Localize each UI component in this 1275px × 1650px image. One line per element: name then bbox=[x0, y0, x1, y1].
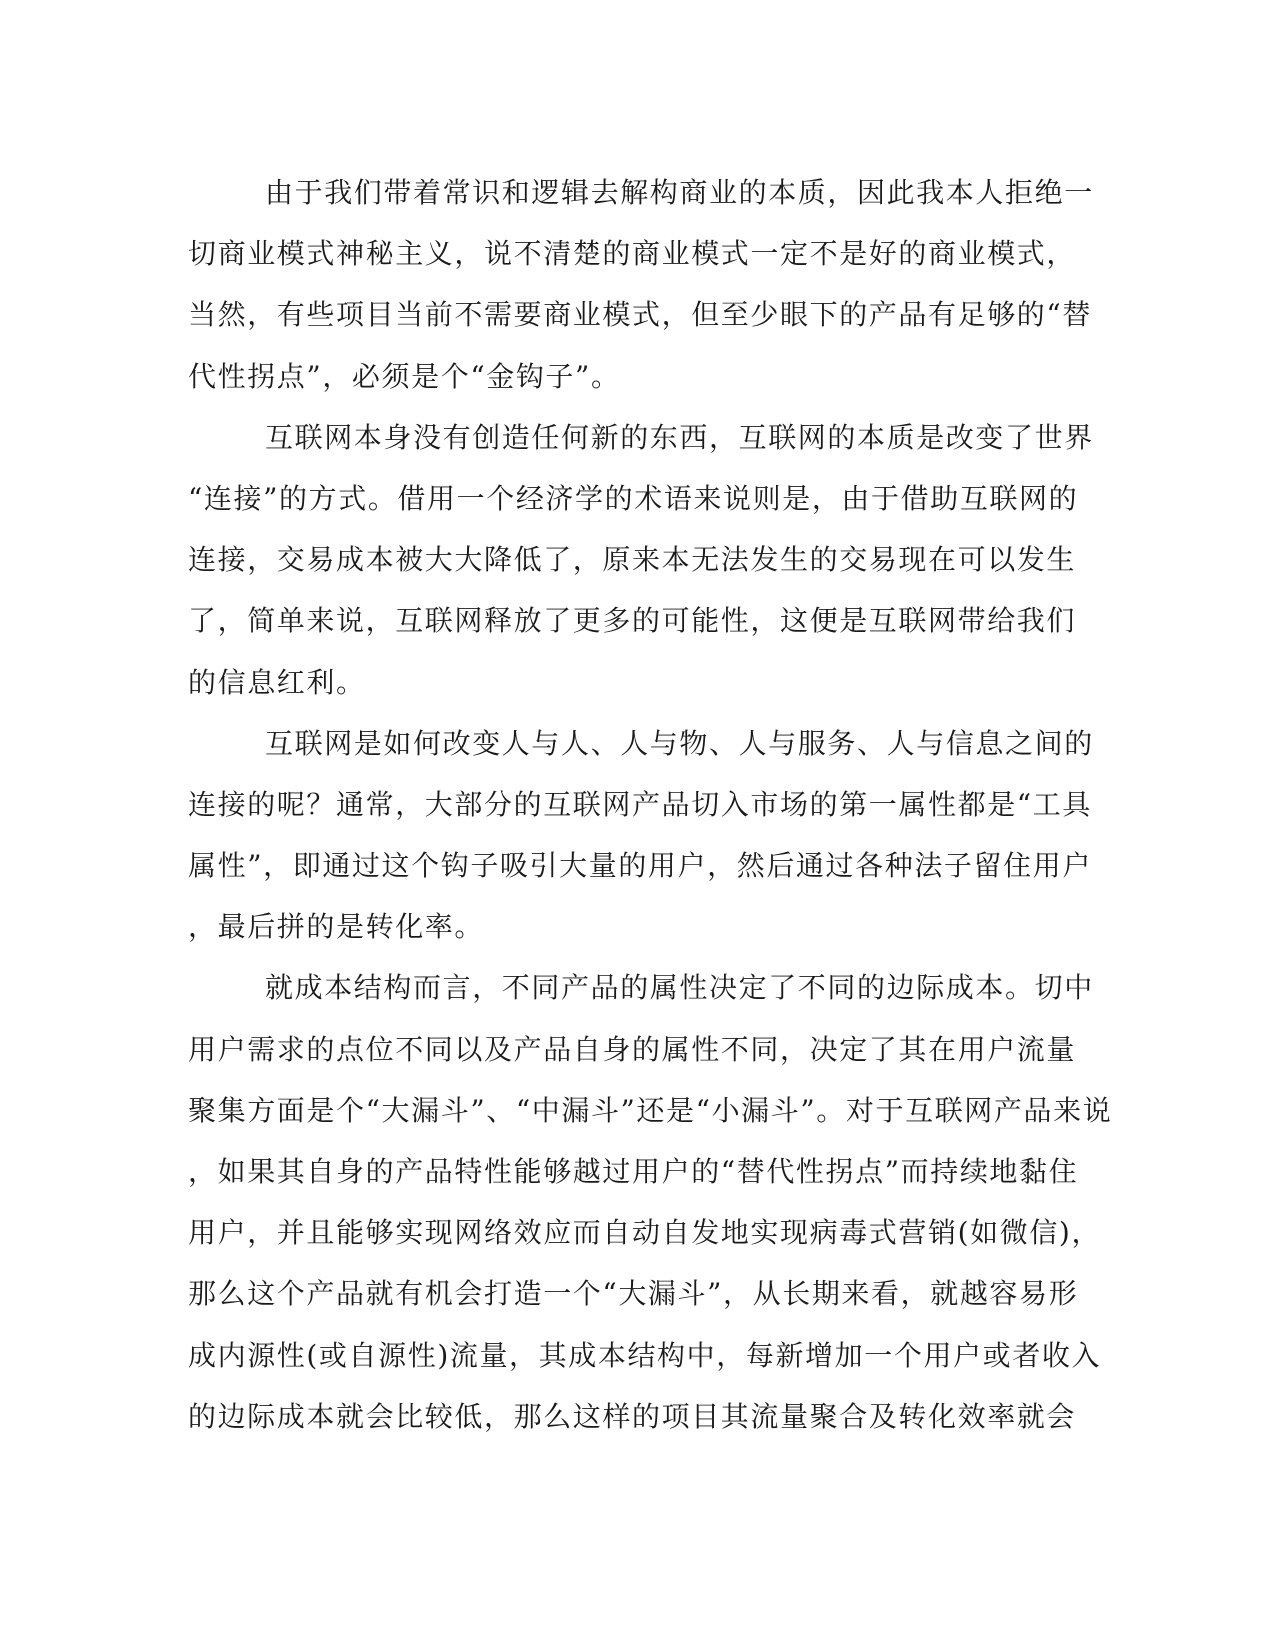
paragraph-line: 了，简单来说，互联网释放了更多的可能性，这便是互联网带给我们 bbox=[188, 604, 1077, 638]
paragraph-line: 聚集方面是个“大漏斗”、“中漏斗”还是“小漏斗”。对于互联网产品来说 bbox=[188, 1093, 1113, 1127]
paragraph-line: 由于我们带着常识和逻辑去解构商业的本质，因此我本人拒绝一 bbox=[265, 176, 1094, 209]
paragraph-line: ，如果其自身的产品特性能够越过用户的“替代性拐点”而持续地黏住 bbox=[188, 1155, 1079, 1188]
paragraph bbox=[188, 957, 1113, 1447]
paragraph-line: 当然，有些项目当前不需要商业模式，但至少眼下的产品有足够的“替 bbox=[188, 298, 1092, 332]
paragraph-line: 连接，交易成本被大大降低了，原来本无法发生的交易现在可以发生 bbox=[188, 543, 1077, 577]
paragraph-line: 切商业模式神秘主义，说不清楚的商业模式一定不是好的商业模式， bbox=[188, 237, 1077, 271]
paragraph-line: 连接的呢？通常，大部分的互联网产品切入市场的第一属性都是“工具 bbox=[188, 787, 1092, 821]
paragraph bbox=[188, 162, 1094, 407]
paragraph-line: “连接”的方式。借用一个经济学的术语来说则是，由于借助互联网的 bbox=[188, 481, 1079, 515]
paragraph-line: 互联网本身没有创造任何新的东西，互联网的本质是改变了世界 bbox=[265, 420, 1094, 454]
paragraph bbox=[188, 713, 1094, 958]
paragraph-line: 属性”，即通过这个钩子吸引大量的用户，然后通过各种法子留住用户 bbox=[188, 849, 1092, 883]
paragraph-line: 互联网是如何改变人与人、人与物、人与服务、人与信息之间的 bbox=[265, 726, 1094, 760]
paragraph-line: 就成本结构而言，不同产品的属性决定了不同的边际成本。切中 bbox=[265, 971, 1094, 1005]
paragraph-line: 那么这个产品就有机会打造一个“大漏斗”，从长期来看，就越容易形 bbox=[188, 1277, 1079, 1311]
paragraph-line: 用户需求的点位不同以及产品自身的属性不同，决定了其在用户流量 bbox=[188, 1032, 1077, 1066]
paragraph-line: 用户，并且能够实现网络效应而自动自发地实现病毒式营销(如微信)， bbox=[188, 1216, 1102, 1250]
paragraph-line: 的边际成本就会比较低，那么这样的项目其流量聚合及转化效率就会 bbox=[188, 1399, 1077, 1433]
paragraph-line: ，最后拼的是转化率。 bbox=[188, 910, 485, 944]
paragraph-line: 的信息红利。 bbox=[188, 665, 366, 699]
paragraph-line: 代性拐点”，必须是个“金钩子”。 bbox=[188, 359, 621, 393]
body-text bbox=[188, 162, 1113, 1447]
paragraph-line: 成内源性(或自源性)流量，其成本结构中，每新增加一个用户或者收入 bbox=[188, 1338, 1102, 1372]
paragraph bbox=[188, 407, 1094, 713]
